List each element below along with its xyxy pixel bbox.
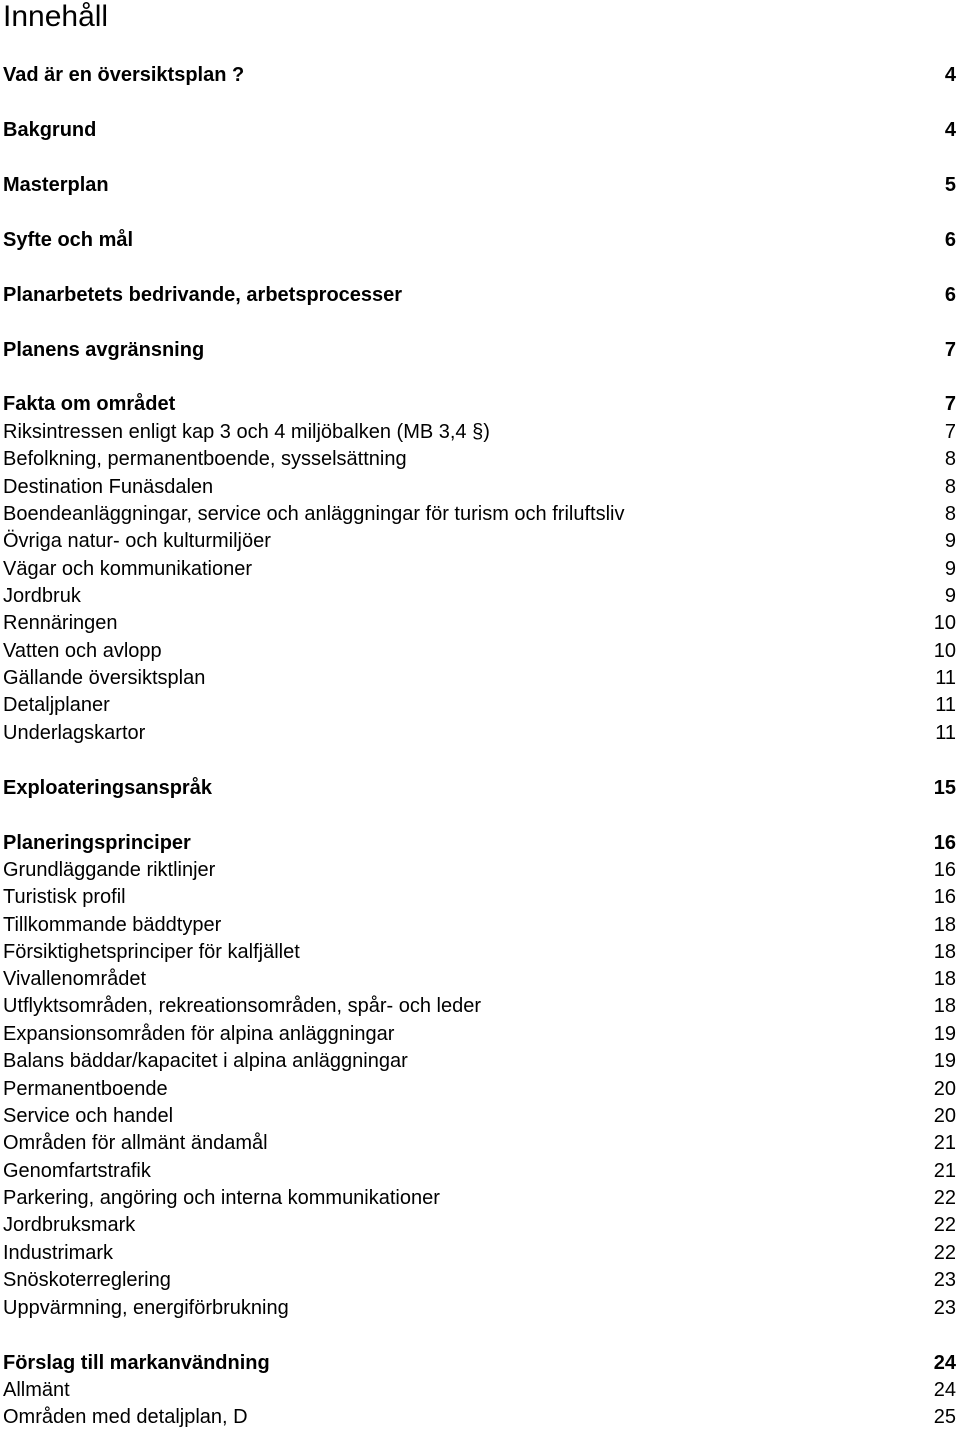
toc-entry-label: Vägar och kommunikationer <box>3 557 253 580</box>
toc-entry-label: Utflyktsområden, rekreationsområden, spår- och leder <box>3 994 481 1017</box>
toc-entry[interactable] <box>3 1267 956 1294</box>
toc-entry-page-number: 21 <box>933 1159 956 1182</box>
toc-entry-page-number: 18 <box>933 940 956 963</box>
toc-entry-label: Planeringsprinciper <box>3 831 191 854</box>
toc-entry-page-number: 10 <box>933 611 956 634</box>
toc-entry[interactable] <box>3 1185 956 1212</box>
page-title: Innehåll <box>3 0 109 33</box>
toc-entry-page-number: 23 <box>933 1268 956 1291</box>
toc-entry-label: Expansionsområden för alpina anläggningar <box>3 1022 395 1045</box>
toc-entry-page-number: 23 <box>933 1296 956 1319</box>
toc-entry-page-number: 9 <box>944 557 956 580</box>
toc-entry-page-number: 10 <box>933 639 956 662</box>
toc-entry-label: Jordbruk <box>3 584 81 607</box>
toc-entry-page-number: 11 <box>935 693 956 716</box>
toc-entry[interactable] <box>3 884 956 911</box>
toc-entry-label: Permanentboende <box>3 1077 168 1100</box>
toc-entry-page-number: 11 <box>935 721 956 744</box>
toc-entry-page-number: 4 <box>944 118 956 141</box>
toc-entry-page-number: 18 <box>933 913 956 936</box>
toc-entry[interactable] <box>3 1404 956 1431</box>
toc-entry-page-number: 5 <box>944 173 956 196</box>
toc-entry[interactable] <box>3 692 956 719</box>
toc-entry-page-number: 11 <box>935 666 956 689</box>
toc-entry-page-number: 6 <box>944 283 956 306</box>
toc-entry-page-number: 8 <box>944 475 956 498</box>
toc-entry[interactable] <box>3 1212 956 1239</box>
toc-entry[interactable] <box>3 474 956 501</box>
toc-entry-page-number: 6 <box>944 228 956 251</box>
toc-entry-label: Bakgrund <box>3 118 97 141</box>
toc-entry-label: Förslag till markanvändning <box>3 1351 270 1374</box>
toc-entry[interactable] <box>3 638 956 665</box>
toc-entry[interactable] <box>3 1130 956 1157</box>
toc-entry-label: Gällande översiktsplan <box>3 666 206 689</box>
toc-entry[interactable] <box>3 720 956 747</box>
toc-heading-entry[interactable] <box>3 172 956 199</box>
toc-entry-page-number: 15 <box>933 776 956 799</box>
toc-entry[interactable] <box>3 1240 956 1267</box>
toc-entry-label: Boendeanläggningar, service och anläggningar för turism och friluftsliv <box>3 502 625 525</box>
toc-entry[interactable] <box>3 966 956 993</box>
toc-entry[interactable] <box>3 583 956 610</box>
toc-entry-page-number: 20 <box>933 1104 956 1127</box>
toc-entry[interactable] <box>3 528 956 555</box>
toc-entry[interactable] <box>3 939 956 966</box>
toc-heading-entry[interactable] <box>3 227 956 254</box>
toc-entry-label: Vivallenområdet <box>3 967 147 990</box>
toc-entry-page-number: 16 <box>933 858 956 881</box>
toc-entry-label: Vatten och avlopp <box>3 639 162 662</box>
toc-entry-label: Detaljplaner <box>3 693 110 716</box>
toc-entry[interactable] <box>3 1076 956 1103</box>
toc-heading-entry[interactable] <box>3 62 956 89</box>
toc-entry-label: Syfte och mål <box>3 228 134 251</box>
toc-entry-label: Exploateringsanspråk <box>3 776 212 799</box>
toc-heading-entry[interactable] <box>3 337 956 364</box>
toc-heading-entry[interactable] <box>3 830 956 857</box>
toc-heading-entry[interactable] <box>3 775 956 802</box>
toc-entry-page-number: 21 <box>933 1131 956 1154</box>
toc-entry[interactable] <box>3 1158 956 1185</box>
toc-entry-label: Balans bäddar/kapacitet i alpina anläggningar <box>3 1049 408 1072</box>
toc-entry-label: Turistisk profil <box>3 885 126 908</box>
toc-entry-label: Masterplan <box>3 173 109 196</box>
toc-entry[interactable] <box>3 446 956 473</box>
toc-entry-page-number: 18 <box>933 967 956 990</box>
toc-entry-label: Riksintressen enligt kap 3 och 4 miljöbalken (MB 3,4 §) <box>3 420 490 443</box>
toc-entry-page-number: 19 <box>933 1022 956 1045</box>
toc-entry[interactable] <box>3 993 956 1020</box>
toc-entry-label: Områden för allmänt ändamål <box>3 1131 268 1154</box>
toc-entry-page-number: 7 <box>944 392 956 415</box>
toc-entry-label: Övriga natur- och kulturmiljöer <box>3 529 271 552</box>
toc-entry-page-number: 7 <box>944 338 956 361</box>
toc-entry[interactable] <box>3 857 956 884</box>
toc-entry[interactable] <box>3 501 956 528</box>
toc-entry-page-number: 24 <box>933 1378 956 1401</box>
toc-heading-entry[interactable] <box>3 391 956 418</box>
toc-entry-label: Snöskoterreglering <box>3 1268 171 1291</box>
toc-entry-page-number: 22 <box>933 1213 956 1236</box>
toc-entry[interactable] <box>3 1048 956 1075</box>
toc-entry-page-number: 24 <box>933 1351 956 1374</box>
toc-entry-page-number: 16 <box>933 885 956 908</box>
toc-entry[interactable] <box>3 665 956 692</box>
toc-entry-page-number: 7 <box>944 420 956 443</box>
toc-entry-label: Tillkommande bäddtyper <box>3 913 222 936</box>
toc-entry-label: Befolkning, permanentboende, sysselsättning <box>3 447 407 470</box>
toc-entry-page-number: 25 <box>933 1405 956 1428</box>
toc-entry-label: Allmänt <box>3 1378 70 1401</box>
toc-entry-label: Grundläggande riktlinjer <box>3 858 216 881</box>
toc-entry-label: Fakta om området <box>3 392 176 415</box>
toc-entry-label: Områden med detaljplan, D <box>3 1405 248 1428</box>
toc-entry[interactable] <box>3 912 956 939</box>
toc-entry[interactable] <box>3 419 956 446</box>
toc-entry[interactable] <box>3 556 956 583</box>
toc-entry-page-number: 22 <box>933 1241 956 1264</box>
toc-entry-label: Genomfartstrafik <box>3 1159 151 1182</box>
toc-entry-page-number: 9 <box>944 584 956 607</box>
toc-entry[interactable] <box>3 610 956 637</box>
toc-entry-page-number: 8 <box>944 447 956 470</box>
toc-entry-label: Parkering, angöring och interna kommunikationer <box>3 1186 440 1209</box>
toc-heading-entry[interactable] <box>3 282 956 309</box>
toc-entry-label: Vad är en översiktsplan ? <box>3 63 245 86</box>
toc-entry[interactable] <box>3 1295 956 1322</box>
toc-entry-label: Planarbetets bedrivande, arbetsprocesser <box>3 283 403 306</box>
toc-entry[interactable] <box>3 1377 956 1404</box>
toc-entry-page-number: 9 <box>944 529 956 552</box>
toc-entry-page-number: 18 <box>933 994 956 1017</box>
toc-entry-page-number: 20 <box>933 1077 956 1100</box>
toc-entry-label: Rennäringen <box>3 611 118 634</box>
toc-entry-page-number: 22 <box>933 1186 956 1209</box>
toc-entry-label: Planens avgränsning <box>3 338 205 361</box>
toc-entry-label: Service och handel <box>3 1104 174 1127</box>
toc-entry-page-number: 19 <box>933 1049 956 1072</box>
toc-entry-page-number: 4 <box>944 63 956 86</box>
toc-entry-page-number: 16 <box>933 831 956 854</box>
toc-entry-label: Industrimark <box>3 1241 114 1264</box>
toc-entry-label: Uppvärmning, energiförbrukning <box>3 1296 289 1319</box>
toc-entry[interactable] <box>3 1021 956 1048</box>
toc-entry-label: Underlagskartor <box>3 721 146 744</box>
toc-entry-page-number: 8 <box>944 502 956 525</box>
toc-entry-label: Destination Funäsdalen <box>3 475 214 498</box>
toc-entry-label: Jordbruksmark <box>3 1213 136 1236</box>
toc-heading-entry[interactable] <box>3 117 956 144</box>
toc-heading-entry[interactable] <box>3 1350 956 1377</box>
toc-entry[interactable] <box>3 1103 956 1130</box>
toc-entry-label: Försiktighetsprinciper för kalfjället <box>3 940 300 963</box>
